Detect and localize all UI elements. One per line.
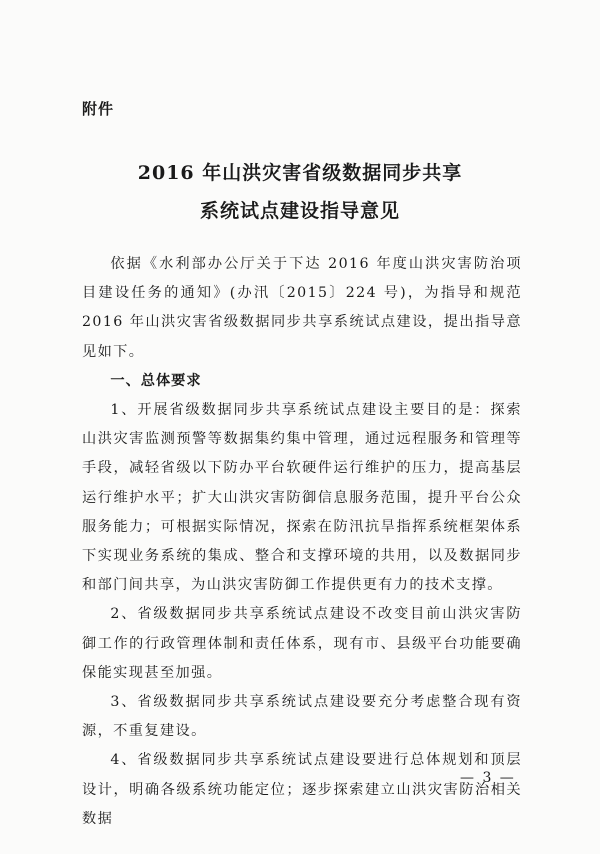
requirement-item-1: 1、开展省级数据同步共享系统试点建设主要目的是：探索山洪灾害监测预警等数据集约集中管理，通过远程服务和管理等手段，减轻省级以下防办平台软硬件运行维护的压力，提高基层运行维护水平；扩大山洪灾害防御信息服务范围，提升平台公众服务能力；可根据实际情况，探索在防汛抗旱指挥系统框架体系下实现业务系统的集成、整合和支撑环境的共用，以及数据同步和部门间共享，为山洪灾害防御工作提供更有力的技术支撑。 xyxy=(82,402,522,594)
requirement-item-2: 2、省级数据同步共享系统试点建设不改变目前山洪灾害防御工作的行政管理体制和责任体系，现有市、县级平台功能要确保能实现甚至加强。 xyxy=(82,606,522,681)
document-title-line-1: 2016 年山洪灾害省级数据同步共享 xyxy=(137,162,463,184)
document-body xyxy=(82,250,522,834)
attachment-label: 附件 xyxy=(82,100,115,118)
page-number: — 3 — xyxy=(460,770,516,786)
section-heading-general-requirements: 一、总体要求 xyxy=(110,372,202,389)
requirement-item-3: 3、省级数据同步共享系统试点建设要充分考虑整合现有资源，不重复建设。 xyxy=(82,694,522,740)
intro-paragraph: 依据《水利部办公厅关于下达 2016 年度山洪灾害防治项目建设任务的通知》(办汛〔2015〕224 号)，为指导和规范 2016 年山洪灾害省级数据同步共享系统试点建设，提出指导意见如下。 xyxy=(82,256,522,360)
document-title-line-2: 系统试点建设指导意见 xyxy=(199,200,400,222)
requirement-item-4: 4、省级数据同步共享系统试点建设要进行总体规划和顶层设计，明确各级系统功能定位；逐步探索建立山洪灾害防治相关数据 xyxy=(82,752,522,827)
